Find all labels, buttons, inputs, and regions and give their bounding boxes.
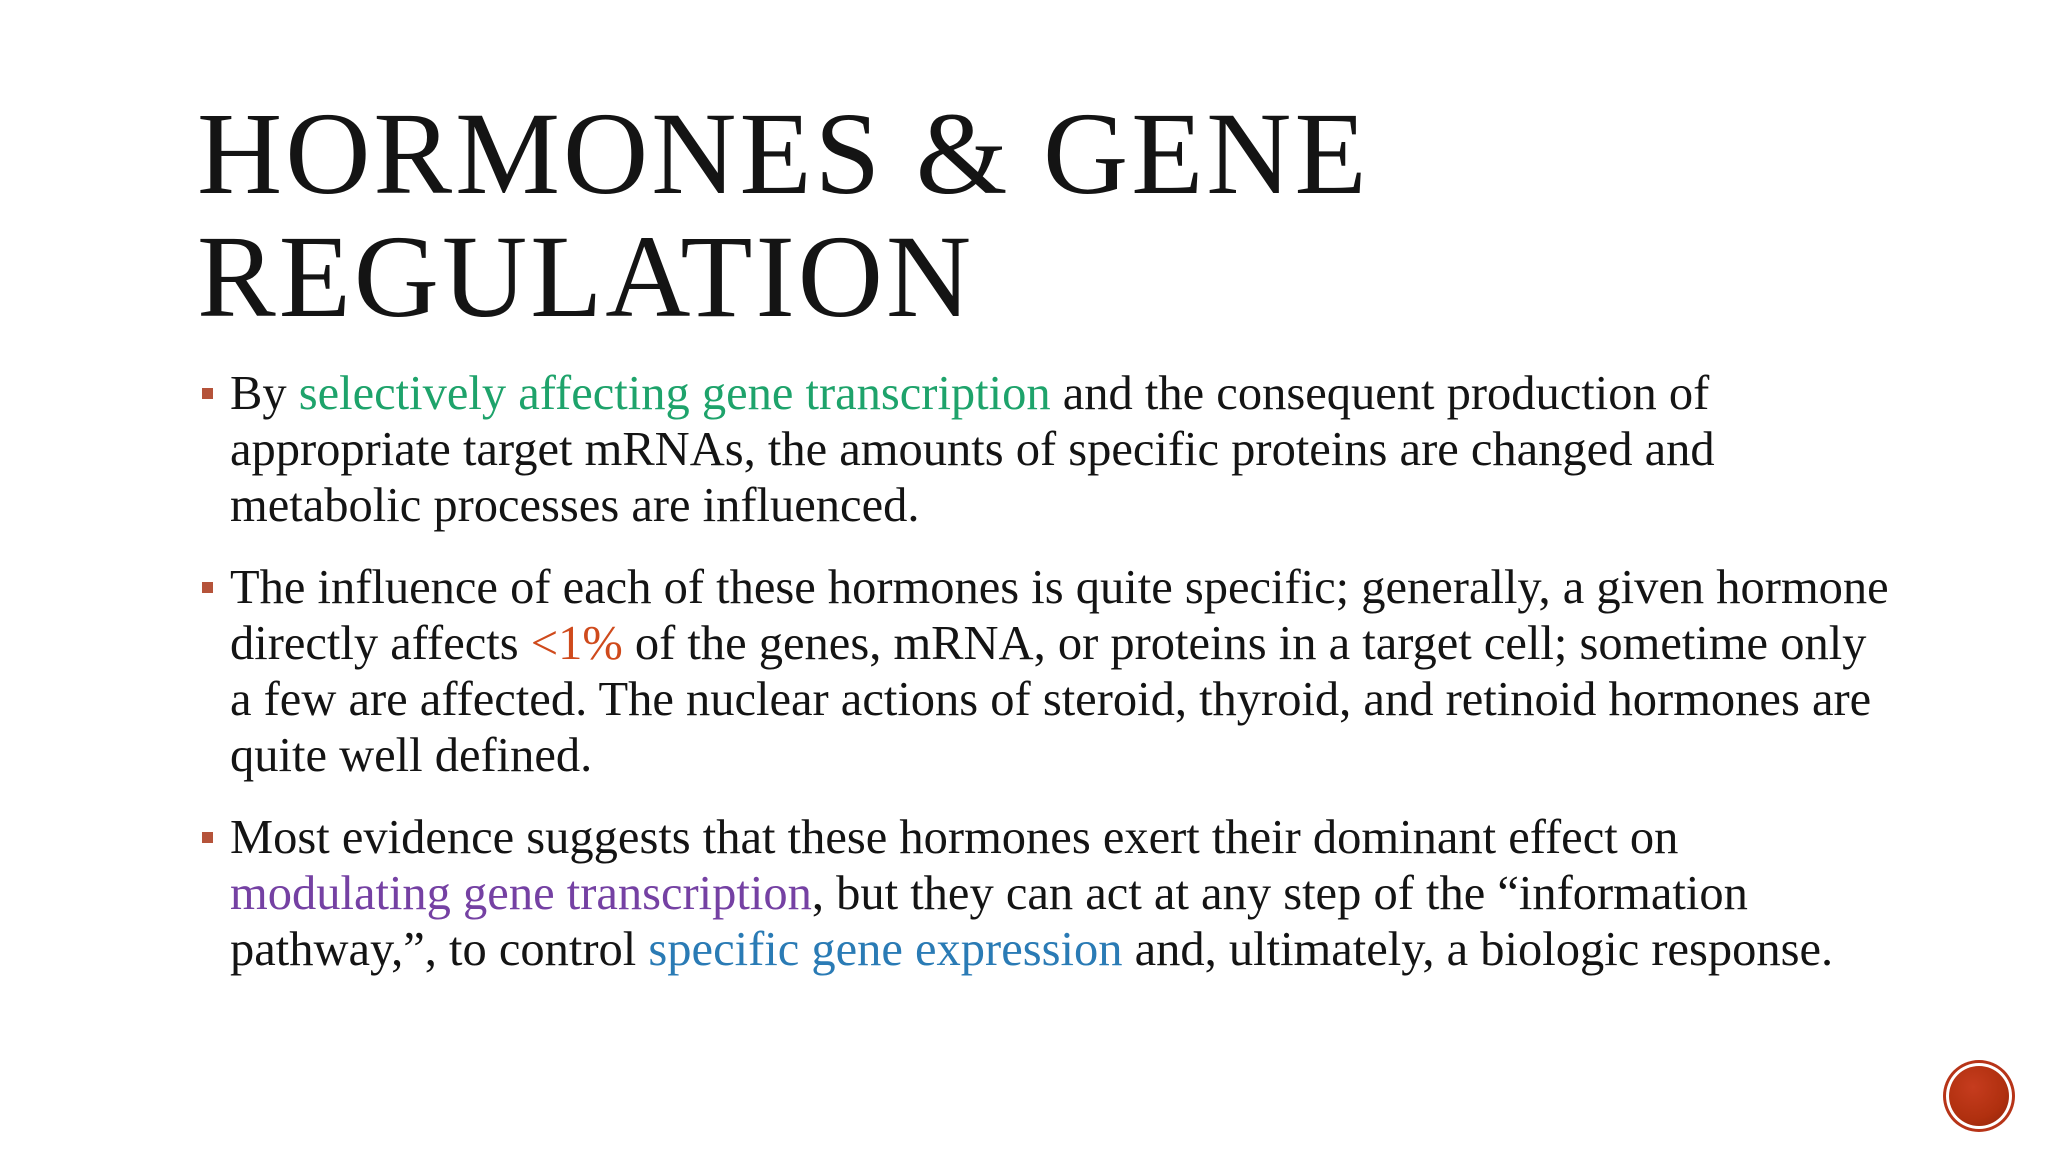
bullet-3-text-a: Most evidence suggests that these hormones exert their dominant effect on xyxy=(230,811,1679,864)
bullet-1-highlight-green: selectively affecting gene transcription xyxy=(298,367,1051,420)
bullet-square-icon xyxy=(202,832,213,843)
slide-title: HORMONES & GENE REGULATION xyxy=(197,88,1370,342)
bullet-square-icon xyxy=(202,582,213,593)
slide-nav-button[interactable] xyxy=(1943,1060,2015,1132)
bullet-3-text-c: and, ultimately, a biologic response. xyxy=(1122,923,1834,976)
bullet-list xyxy=(197,366,1897,1004)
bullet-item-2 xyxy=(197,560,1897,784)
bullet-2-text-a: The influence of each of these hormones is quite specific; generally, a given hormone directly affects xyxy=(230,561,1889,670)
red-circle-button-icon xyxy=(1949,1066,2009,1126)
bullet-3-highlight-blue: specific gene expression xyxy=(648,923,1123,976)
bullet-2-text-b: of the genes, mRNA, or proteins in a target cell; sometime only a few are affected. The nuclear actions of steroid, thyroid, and retinoid hormones are quite well defined. xyxy=(230,617,1872,782)
bullet-2-highlight-orange: <1% xyxy=(530,617,623,670)
bullet-item-3 xyxy=(197,810,1897,978)
bullet-square-icon xyxy=(202,388,213,399)
bullet-item-1 xyxy=(197,366,1897,534)
bullet-1-text-b: and the consequent production of appropriate target mRNAs, the amounts of specific proteins are changed and metabolic processes are influenced. xyxy=(230,367,1715,532)
bullet-1-text-a: By xyxy=(230,367,299,420)
bullet-3-highlight-purple: modulating gene transcription xyxy=(230,867,812,920)
bullet-3-text-b: , but they can act at any step of the “information pathway,”, to control xyxy=(230,867,1748,976)
